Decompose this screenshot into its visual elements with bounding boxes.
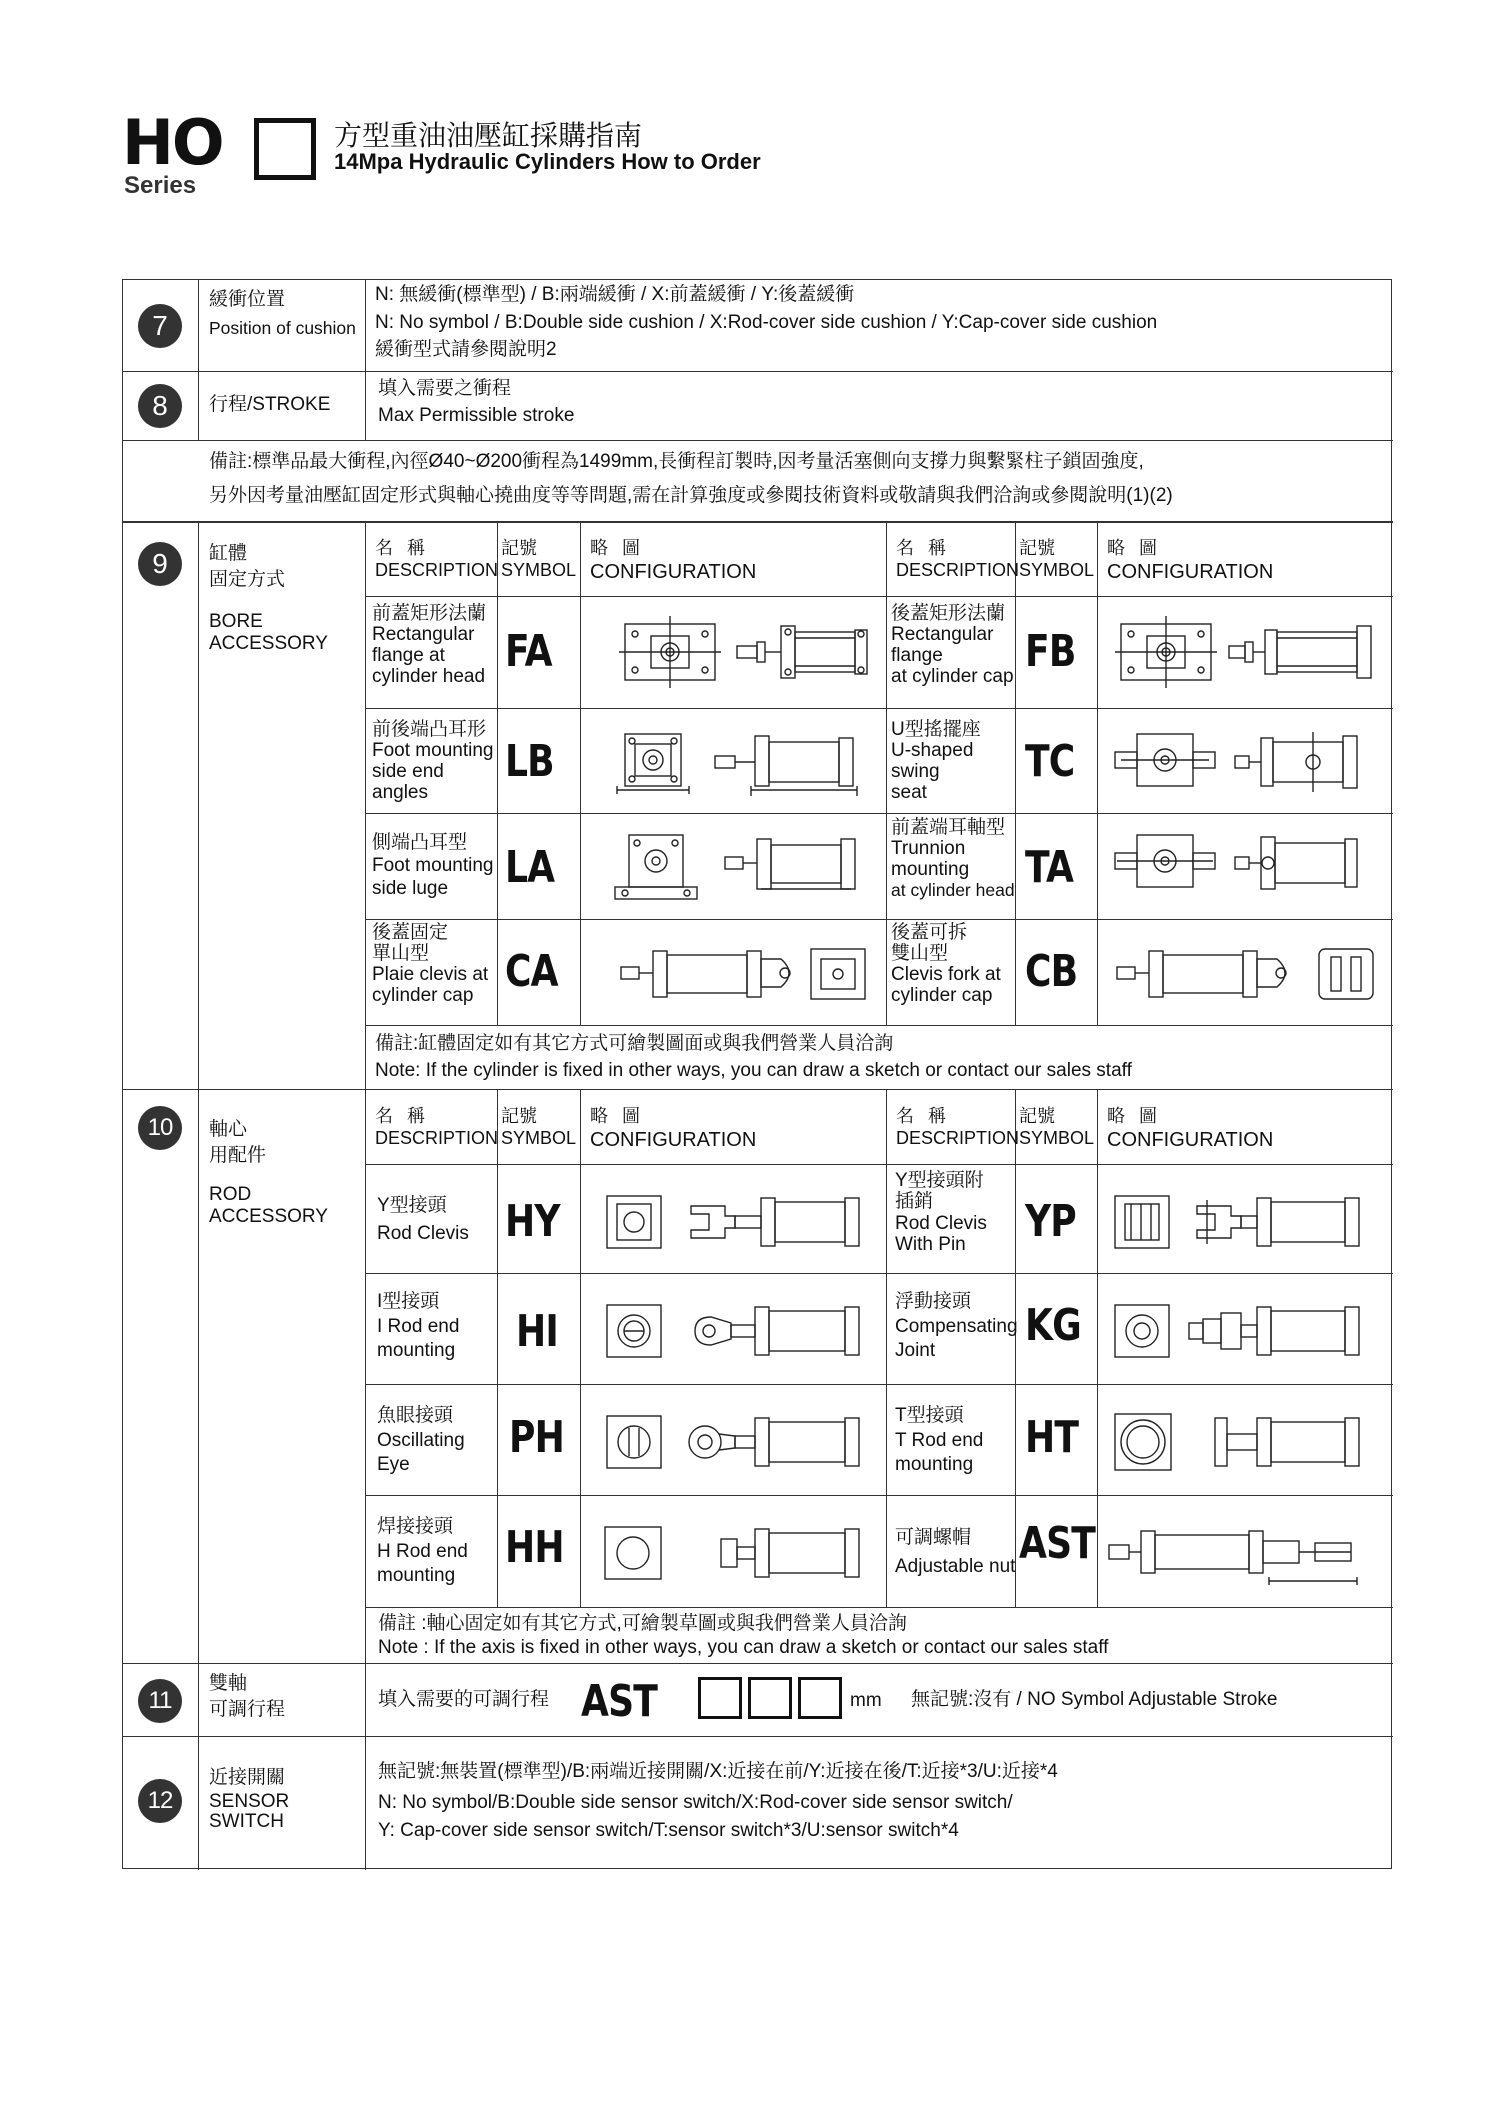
ta-drawing (1101, 817, 1389, 917)
kg-symbol: KG (1025, 1300, 1081, 1351)
s9-label-en2: ACCESSORY (209, 633, 328, 654)
ph-name: 魚眼接頭 Oscillating Eye (377, 1405, 465, 1476)
section-number-9: 9 (138, 542, 182, 586)
s11-label-zh2: 可調行程 (209, 1699, 286, 1720)
fb-name: 後蓋矩形法蘭 Rectangular flange at cylinder cap (891, 603, 1014, 687)
ht-drawing (1101, 1388, 1389, 1494)
s10-head-name: 名稱 DESCRIPTION (375, 1106, 499, 1148)
tc-name: U型搖擺座 U-shaped swing seat (891, 719, 981, 803)
s9-head-name-r: 名稱 DESCRIPTION (896, 538, 1020, 580)
yp-name: Y型接頭附 插銷 Rod Clevis With Pin (895, 1170, 987, 1255)
s10-label-en2: ACCESSORY (209, 1206, 328, 1227)
ta-name: 前蓋端耳軸型 Trunnion mounting at cylinder head (891, 817, 1015, 900)
ht-name: T型接頭 T Rod end mounting (895, 1405, 984, 1476)
s11-nosymbol: 無記號:沒有 / NO Symbol Adjustable Stroke (911, 1689, 1278, 1710)
stroke-box-2[interactable] (748, 1677, 792, 1719)
s10-head-symbol: 記號 SYMBOL (501, 1106, 577, 1148)
s10-label-zh2: 用配件 (209, 1145, 267, 1166)
s11-unit: mm (850, 1690, 882, 1711)
s11-fill: 填入需要的可調行程 (378, 1689, 550, 1710)
s9-label-zh2: 固定方式 (209, 569, 286, 590)
s7-label-en: Position of cushion (209, 318, 356, 338)
s12-line2: N: No symbol/B:Double side sensor switch/X:Rod-cover side sensor switch/ (378, 1792, 1013, 1813)
hh-name: 焊接接頭 H Rod end mounting (377, 1516, 468, 1587)
section-number-11: 11 (138, 1679, 182, 1723)
ca-drawing (585, 923, 881, 1023)
s10-label-en1: ROD (209, 1184, 252, 1205)
ast-symbol: AST (1019, 1518, 1096, 1569)
cb-symbol: CB (1025, 946, 1078, 997)
s9-label-en1: BORE (209, 611, 263, 632)
s10-head-config-r: 略圖 CONFIGURATION (1107, 1106, 1274, 1151)
section-number-10: 10 (138, 1106, 182, 1150)
title-en: 14Mpa Hydraulic Cylinders How to Order (334, 149, 761, 174)
s12-line3: Y: Cap-cover side sensor switch/T:sensor switch*3/U:sensor switch*4 (378, 1820, 959, 1841)
fa-name: 前蓋矩形法蘭 Rectangular flange at cylinder head (372, 603, 487, 687)
stroke-entry-boxes[interactable] (698, 1677, 848, 1719)
s10-label-zh1: 軸心 (209, 1119, 248, 1140)
hy-drawing (585, 1168, 881, 1272)
s10-note-en: Note : If the axis is fixed in other ways, you can draw a sketch or contact our sales staff (378, 1637, 1109, 1658)
hy-name: Y型接頭 Rod Clevis (377, 1195, 469, 1244)
ca-symbol: CA (505, 946, 558, 997)
yp-symbol: YP (1025, 1196, 1076, 1247)
tc-symbol: TC (1025, 736, 1075, 787)
kg-name: 浮動接頭 Compensating Joint (895, 1291, 1018, 1362)
lb-symbol: LB (505, 736, 554, 787)
s9-note-en: Note: If the cylinder is fixed in other ways, you can draw a sketch or contact our sales staff (375, 1060, 1132, 1081)
s12-line1: 無記號:無裝置(標準型)/B:兩端近接開關/X:近接在前/Y:近接在後/T:近接*3/U:近接*4 (378, 1761, 1058, 1782)
s7-line2: N: No symbol / B:Double side cushion / X:Rod-cover side cushion / Y:Cap-cover side cushion (375, 312, 1158, 333)
series-label: Series (124, 172, 197, 199)
ca-name: 後蓋固定 單山型 Plaie clevis at cylinder cap (372, 922, 489, 1006)
s12-label-en2: SWITCH (209, 1811, 284, 1832)
s9-head-name: 名稱 DESCRIPTION (375, 538, 499, 580)
section-number-7: 7 (138, 304, 182, 348)
s10-head-config: 略圖 CONFIGURATION (590, 1106, 757, 1151)
s10-head-name-r: 名稱 DESCRIPTION (896, 1106, 1020, 1148)
s9-note-zh: 備註:缸體固定如有其它方式可繪製圖面或與我們營業人員洽詢 (375, 1033, 894, 1054)
s9-label-zh1: 缸體 (209, 543, 248, 564)
hi-symbol: HI (516, 1306, 558, 1357)
ph-drawing (585, 1388, 881, 1494)
s10-note-zh: 備註 :軸心固定如有其它方式,可繪製草圖或與我們營業人員洽詢 (378, 1613, 907, 1634)
lb-name: 前後端凸耳形 Foot mounting side end angles (372, 719, 494, 803)
s9-head-config: 略圖 CONFIGURATION (590, 538, 757, 583)
s9-head-config-r: 略圖 CONFIGURATION (1107, 538, 1274, 583)
s12-label-zh: 近接開關 (209, 1767, 286, 1788)
tc-drawing (1101, 712, 1389, 812)
s8-note1: 備註:標準品最大衝程,內徑Ø40~Ø200衝程為1499mm,長衝程訂製時,因考量活塞側向支撐力與繫緊柱子鎖固強度, (209, 451, 1144, 472)
hy-symbol: HY (505, 1196, 560, 1247)
la-name: 側端凸耳型 Foot mounting side luge (372, 832, 494, 899)
s7-line3: 緩衝型式請參閱說明2 (375, 339, 557, 360)
s10-head-symbol-r: 記號 SYMBOL (1019, 1106, 1095, 1148)
stroke-box-3[interactable] (798, 1677, 842, 1719)
ast-drawing (1101, 1499, 1389, 1605)
s8-note2: 另外因考量油壓缸固定形式與軸心撓曲度等等問題,需在計算強度或參閱技術資料或敬請與我們洽詢或參閱說明(1)(2) (209, 485, 1173, 506)
s9-head-symbol: 記號 SYMBOL (501, 538, 577, 580)
s12-label-en1: SENSOR (209, 1791, 290, 1812)
s7-label-zh: 緩衝位置 (209, 289, 286, 310)
fa-drawing (585, 600, 881, 704)
ast-name: 可調螺帽 Adjustable nut (895, 1527, 1016, 1578)
hi-name: I型接頭 I Rod end mounting (377, 1291, 460, 1362)
kg-drawing (1101, 1277, 1389, 1383)
cb-name: 後蓋可拆 雙山型 Clevis fork at cylinder cap (891, 922, 1001, 1006)
series-code-box (254, 118, 316, 180)
yp-drawing (1101, 1168, 1389, 1272)
ph-symbol: PH (509, 1412, 565, 1463)
stroke-box-1[interactable] (698, 1677, 742, 1719)
fb-symbol: FB (1025, 626, 1076, 677)
series-logo: HO (122, 106, 223, 179)
s11-symbol: AST (581, 1676, 658, 1727)
s7-line1: N: 無緩衝(標準型) / B:兩端緩衝 / X:前蓋緩衝 / Y:後蓋緩衝 (375, 284, 855, 305)
s8-label: 行程/STROKE (209, 394, 331, 415)
section-number-8: 8 (138, 384, 182, 428)
title-zh: 方型重油油壓缸採購指南 (334, 120, 643, 151)
ta-symbol: TA (1025, 842, 1074, 893)
hi-drawing (585, 1277, 881, 1383)
section-number-12: 12 (138, 1779, 182, 1823)
cb-drawing (1101, 923, 1389, 1023)
hh-symbol: HH (505, 1522, 564, 1573)
ht-symbol: HT (1025, 1412, 1079, 1463)
lb-drawing (585, 712, 881, 812)
s8-line2: Max Permissible stroke (378, 405, 575, 426)
s11-label-zh1: 雙軸 (209, 1673, 248, 1694)
la-drawing (585, 817, 881, 917)
fb-drawing (1101, 600, 1389, 704)
fa-symbol: FA (505, 626, 552, 677)
hh-drawing (585, 1499, 881, 1605)
s9-head-symbol-r: 記號 SYMBOL (1019, 538, 1095, 580)
s8-line1: 填入需要之衝程 (378, 378, 512, 399)
la-symbol: LA (505, 842, 555, 893)
order-table (122, 279, 1392, 1869)
